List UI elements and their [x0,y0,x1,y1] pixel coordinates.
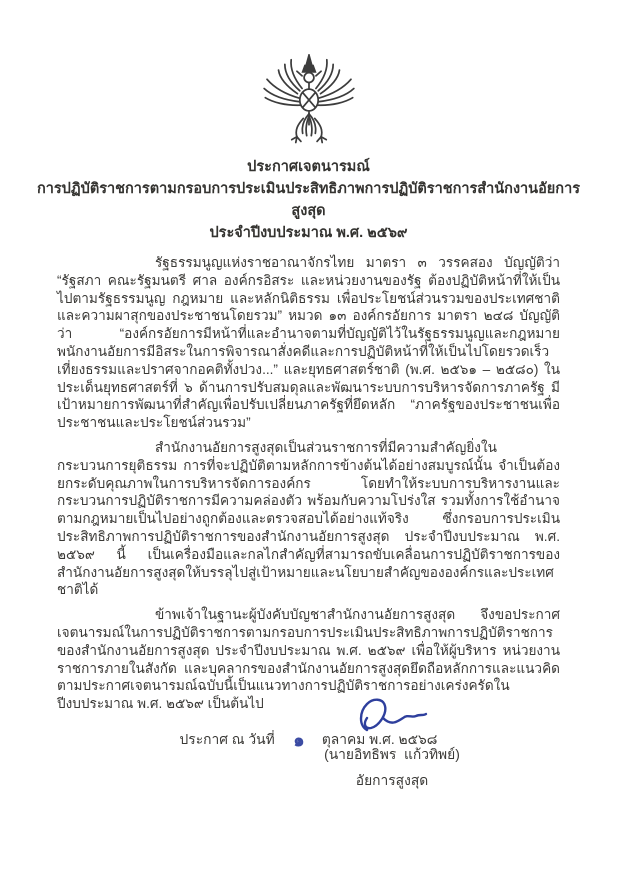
handwritten-day-number: ๑ [291,729,305,751]
signature-block [272,692,512,792]
date-prefix: ประกาศ ณ วันที่ [179,731,275,747]
paragraph-declaration: ข้าพเจ้าในฐานะผู้บังคับบัญชาสำนักงานอัยการสูงสุด จึงขอประกาศเจตนารมณ์ในการปฏิบัติราชการตามกรอบการประเมินประสิทธิภาพการปฏิบัติราชการของสำนักงานอัยการสูงสุด ประจำปีงบประมาณ พ.ศ. ๒๕๖๙ เพื่อให้ผู้บริหาร หน่วยงานราชการภายในสังกัด และบุคลากรของสำนักงานอัยการสูงสุดยึดถือหลักการและแนวคิดตามประกาศเจตนารมณ์ฉบับนี้เป็นแนวทางการปฏิบัติราชการอย่างเคร่งครัดในปีงบประมาณ พ.ศ. ๒๕๖๙ เป็นต้นไป [57,607,560,712]
signature-ink-icon [353,692,431,740]
signatory-position: อัยการสูงสุด [355,773,429,788]
garuda-emblem-icon [259,54,359,146]
date-suffix: ตุลาคม พ.ศ. ๒๕๖๘ [321,731,438,747]
title-line-subject: การปฏิบัติราชการตามกรอบการประเมินประสิทธิภาพการปฏิบัติราชการสำนักงานอัยการสูงสุด [36,181,581,219]
paragraph-constitution: รัฐธรรมนูญแห่งราชอาณาจักรไทย มาตรา ๓ วรรคสอง บัญญัติว่า “รัฐสภา คณะรัฐมนตรี ศาล องค์กรอิสระ และหน่วยงานของรัฐ ต้องปฏิบัติหน้าที่ให้เป็นไปตามรัฐธรรมนูญ กฎหมาย และหลักนิติธรรม เพื่อประโยชน์ส่วนรวมของประเทศชาติและความผาสุกของประชาชนโดยรวม” หมวด ๑๓ องค์กรอัยการ มาตรา ๒๔๘ บัญญัติว่า “องค์กรอัยการมีหน้าที่และอำนาจตามที่บัญญัติไว้ในรัฐธรรมนูญและกฎหมาย พนักงานอัยการมีอิสระในการพิจารณาสั่งคดีและการปฏิบัติหน้าที่ให้เป็นไปโดยรวดเร็ว เที่ยงธรรมและปราศจากอคติทั้งปวง...” และยุทธศาสตร์ชาติ (พ.ศ. ๒๕๖๑ – ๒๕๘๐) ในประเด็นยุทธศาสตร์ที่ ๖ ด้านการปรับสมดุลและพัฒนาระบบการบริหารจัดการภาครัฐ มีเป้าหมายการพัฒนาที่สำคัญเพื่อปรับเปลี่ยนภาครัฐที่ยึดหลัก “ภาครัฐของประชาชนเพื่อประชาชนและประโยชน์ส่วนรวม” [57,255,560,431]
title-line-announcement: ประกาศเจตนารมณ์ [247,159,370,175]
title-line-fiscal-year: ประจำปีงบประมาณ พ.ศ. ๒๕๖๙ [209,225,408,241]
document-title [20,156,597,244]
garuda-emblem-graphic [259,54,359,146]
signatory-name: (นายอิทธิพร แก้วทิพย์) [324,747,460,762]
document-body [57,254,560,713]
paragraph-oag-importance: สำนักงานอัยการสูงสุดเป็นส่วนราชการที่มีความสำคัญยิ่งในกระบวนการยุติธรรม การที่จะปฏิบัติตามหลักการข้างต้นได้อย่างสมบูรณ์นั้น จำเป็นต้องยกระดับคุณภาพในการบริหารจัดการองค์กร โดยทำให้ระบบการบริหารงานและกระบวนการปฏิบัติราชการมีความคล่องตัว พร้อมกับความโปร่งใส รวมทั้งการใช้อำนาจตามกฎหมายเป็นไปอย่างถูกต้องและตรวจสอบได้อย่างแท้จริง ซึ่งกรอบการประเมินประสิทธิภาพการปฏิบัติราชการของสำนักงานอัยการสูงสุด ประจำปีงบประมาณ พ.ศ. ๒๕๖๙ นี้ เป็นเครื่องมือและกลไกสำคัญที่สามารถขับเคลื่อนการปฏิบัติราชการของสำนักงานอัยการสูงสุดให้บรรลุไปสู่เป้าหมายและนโยบายสำคัญขององค์กรและประเทศชาติได้ [57,439,560,598]
